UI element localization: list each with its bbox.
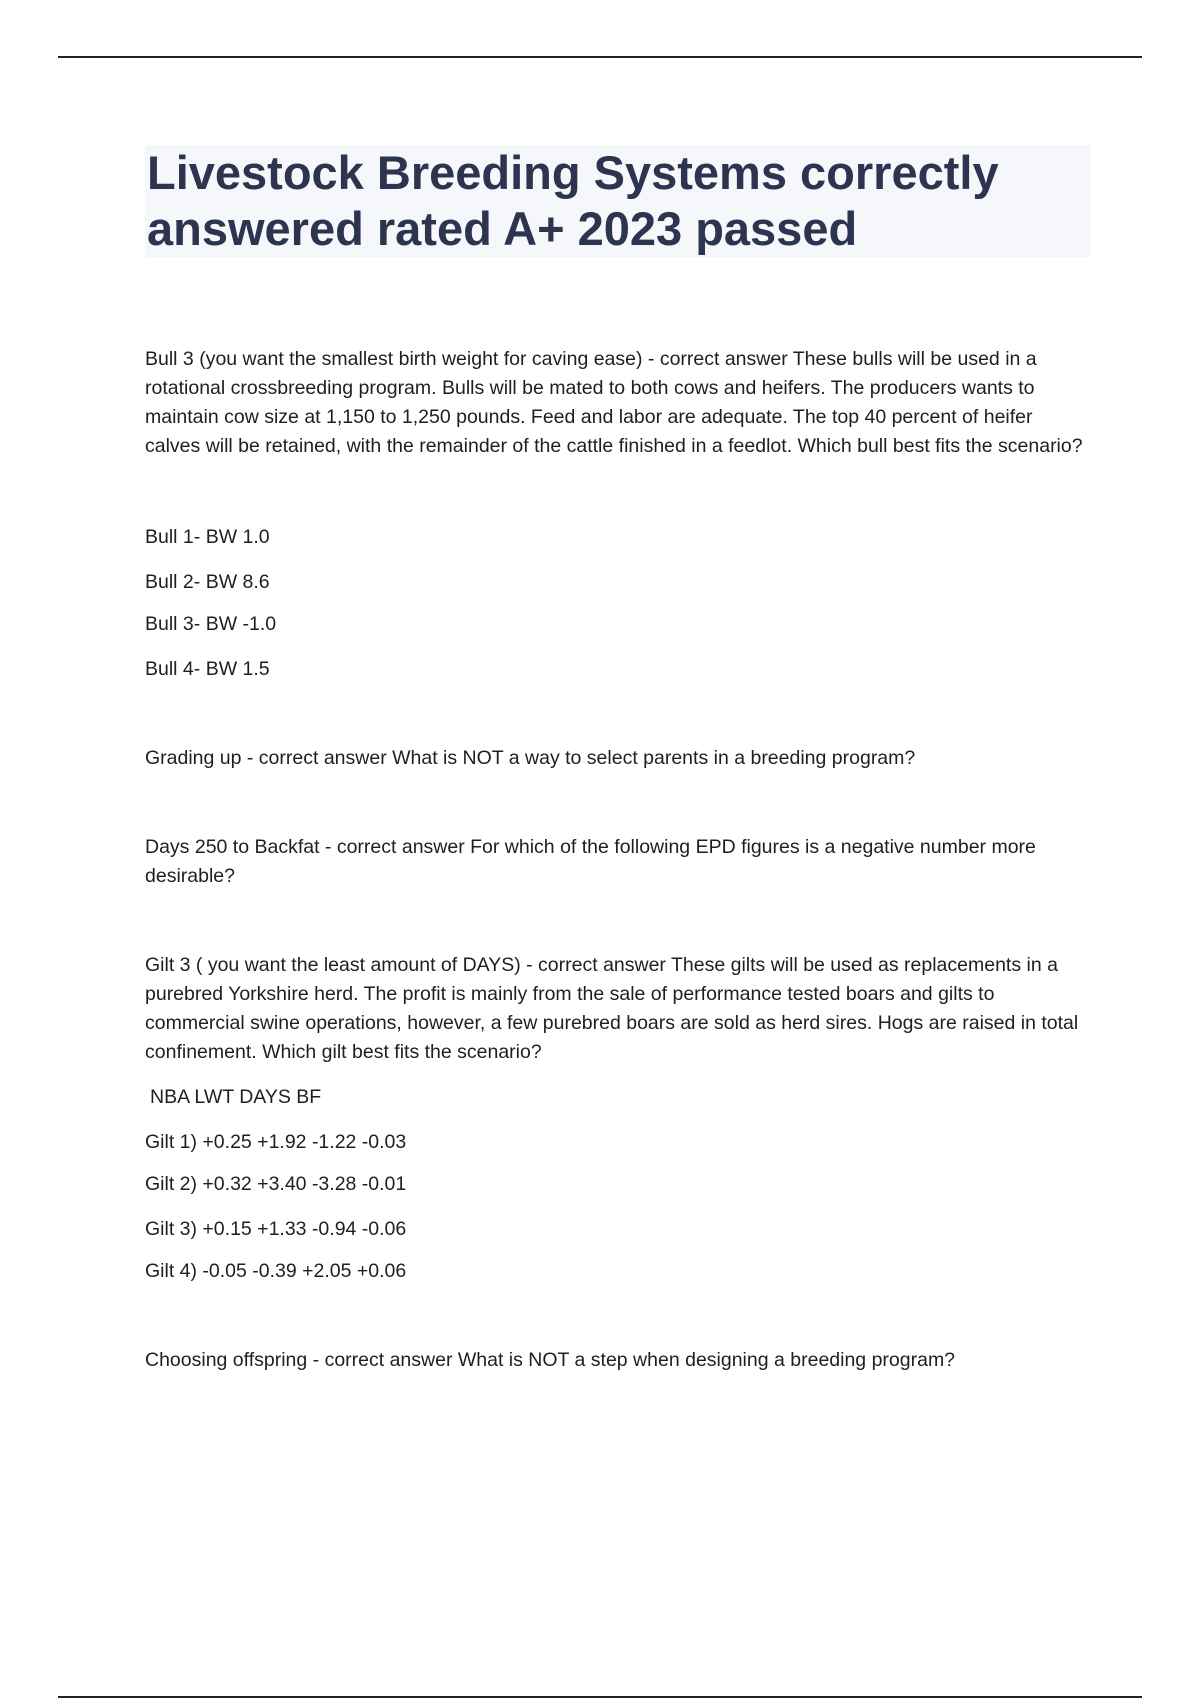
top-rule [58,56,1142,58]
title-line-2: answered rated A+ 2023 passed [147,202,858,255]
q4-option-3: Gilt 3) +0.15 +1.33 -0.94 -0.06 [145,1218,407,1240]
question-1-text: Bull 3 (you want the smallest birth weight for caving ease) - correct answer These bulls will be used in a rotational crossbreeding program. Bulls will be mated to both cows and heifers. The producers wants to maintain cow size at 1,150 to 1,250 pounds. Feed and labor are adequate. The top 40 percent of heifer calves will be retained, with the remainder of the cattle finished in a feedlot. Which bull best fits the scenario? [145,348,1083,457]
q4-option-4: Gilt 4) -0.05 -0.39 +2.05 +0.06 [145,1260,407,1282]
q1-option-3: Bull 3- BW -1.0 [145,613,277,635]
q1-option-2: Bull 2- BW 8.6 [145,571,270,593]
bottom-rule [58,1696,1142,1698]
question-5-text: Choosing offspring - correct answer What is NOT a step when designing a breeding program? [145,1349,956,1371]
title-block [145,145,1091,257]
question-2-text: Grading up - correct answer What is NOT a way to select parents in a breeding program? [145,747,916,769]
q1-option-1: Bull 1- BW 1.0 [145,526,270,548]
q4-option-2: Gilt 2) +0.32 +3.40 -3.28 -0.01 [145,1173,407,1195]
document-title [145,145,1091,257]
q4-epd-header: NBA LWT DAYS BF [150,1086,322,1108]
title-line-1: Livestock Breeding Systems correctly [147,146,999,199]
question-4-text: Gilt 3 ( you want the least amount of DAYS) - correct answer These gilts will be used as replacements in a purebred Yorkshire herd. The profit is mainly from the sale of performance tested boars and gilts to commercial swine operations, however, a few purebred boars are sold as herd sires. Hogs are raised in total confinement. Which gilt best fits the scenario? [145,954,1079,1063]
q1-option-4: Bull 4- BW 1.5 [145,658,270,680]
q4-option-1: Gilt 1) +0.25 +1.92 -1.22 -0.03 [145,1131,407,1153]
question-3-text: Days 250 to Backfat - correct answer For which of the following EPD figures is a negative number more desirable? [145,836,1036,887]
document-body [145,345,1091,1375]
